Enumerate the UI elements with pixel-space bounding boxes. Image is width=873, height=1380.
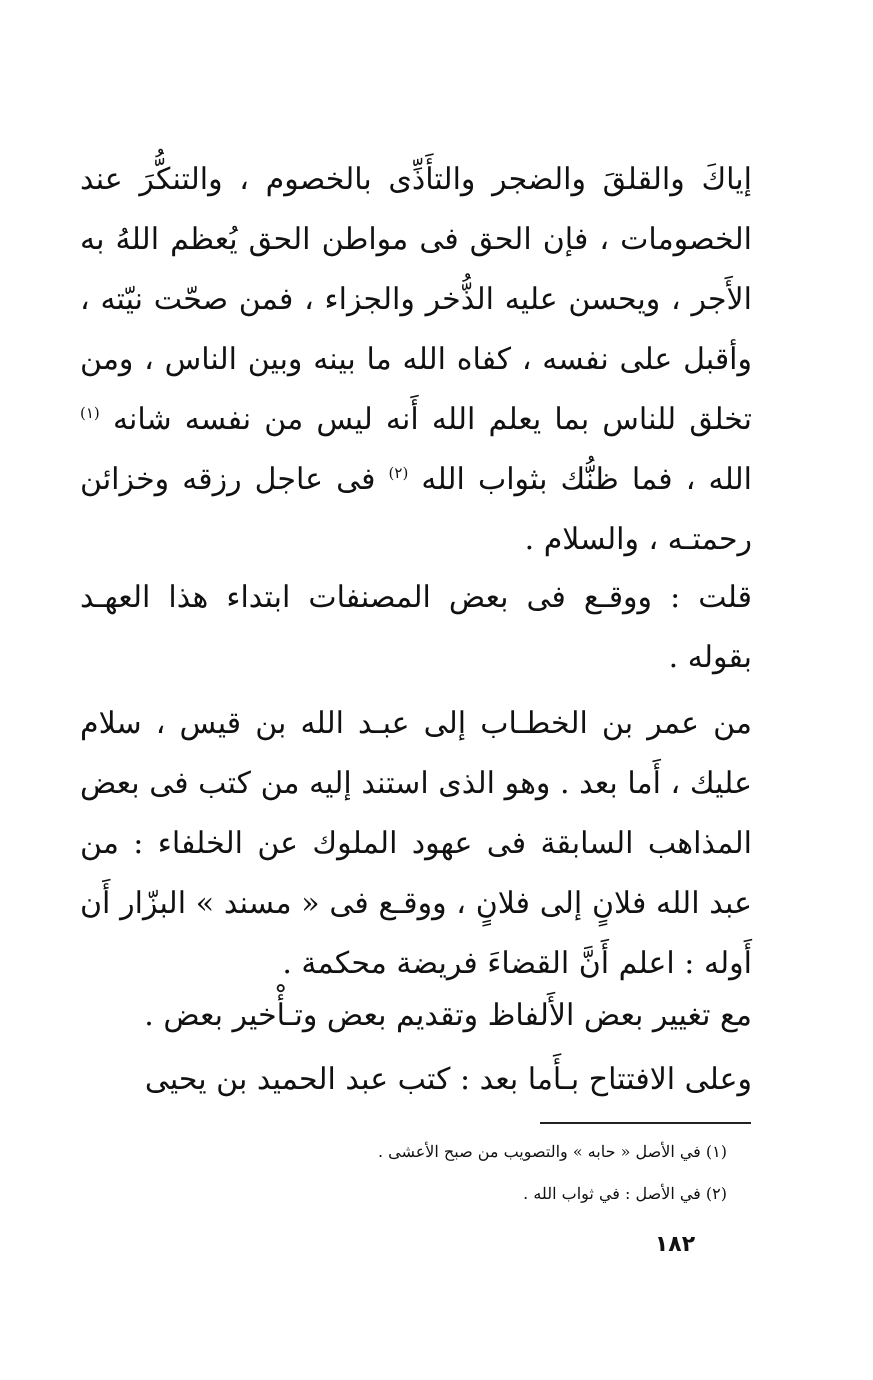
paragraph-wording-change: مع تغيير بعض الأَلفاظ وتقديم بعض وتـأْخير بعض . (144, 998, 752, 1033)
paragraph-umar-letter-ending (80, 150, 752, 570)
footnote-marker-2: (٢) (388, 464, 409, 482)
paragraph-author-note: قلت : ووقـع فى بعض المصنفات ابتداء هذا العهـد بقوله . (80, 580, 752, 675)
footnote-1: (١) في الأصل « حابه » والتصويب من صبح الأعشى . (377, 1142, 727, 1161)
footnote-separator (540, 1122, 751, 1124)
paragraph-letter-opening: من عمر بن الخطـاب إلى عبـد الله بن قيس ، سلام عليك ، أَما بعد . وهو الذى استند إليه من كتب فى بعض المذاهب السابقة فى عهود الملوك عن الخلفاء : من عبد الله فلانٍ إلى فلانٍ ، ووقـع فى « مسند » البزّار أَن أَوله : اعلم أَنَّ القضاءَ فريضة محكمة . (80, 706, 752, 981)
paragraph-text: الله ، فما ظنُّك بثواب الله (408, 462, 752, 497)
footnote-2: (٢) في الأصل : في ثواب الله . (523, 1184, 727, 1203)
paragraph-text: فى عاجل رزقه وخزائن رحمتـه ، والسلام . (80, 462, 752, 557)
page-number: ١٨٢ (654, 1232, 696, 1257)
paragraph-amma-bad: وعلى الافتتاح بـأَما بعد : كتب عبد الحميد بن يحيى (144, 1062, 752, 1097)
footnote-marker-1: (١) (80, 404, 100, 422)
paragraph-text: إياكَ والقلقَ والضجر والتأَذِّى بالخصوم ، والتنكُّرَ عند الخصومات ، فإن الحق فى مواطن الحق يُعظم اللهُ به الأَجر ، ويحسن عليه الذُّخر والجزاء ، فمن صحّت نيّته ، وأقبل على نفسه ، كفاه الله ما بينه وبين الناس ، ومن تخلق للناس بما يعلم الله أَنه ليس من نفسه شانه (80, 162, 753, 437)
